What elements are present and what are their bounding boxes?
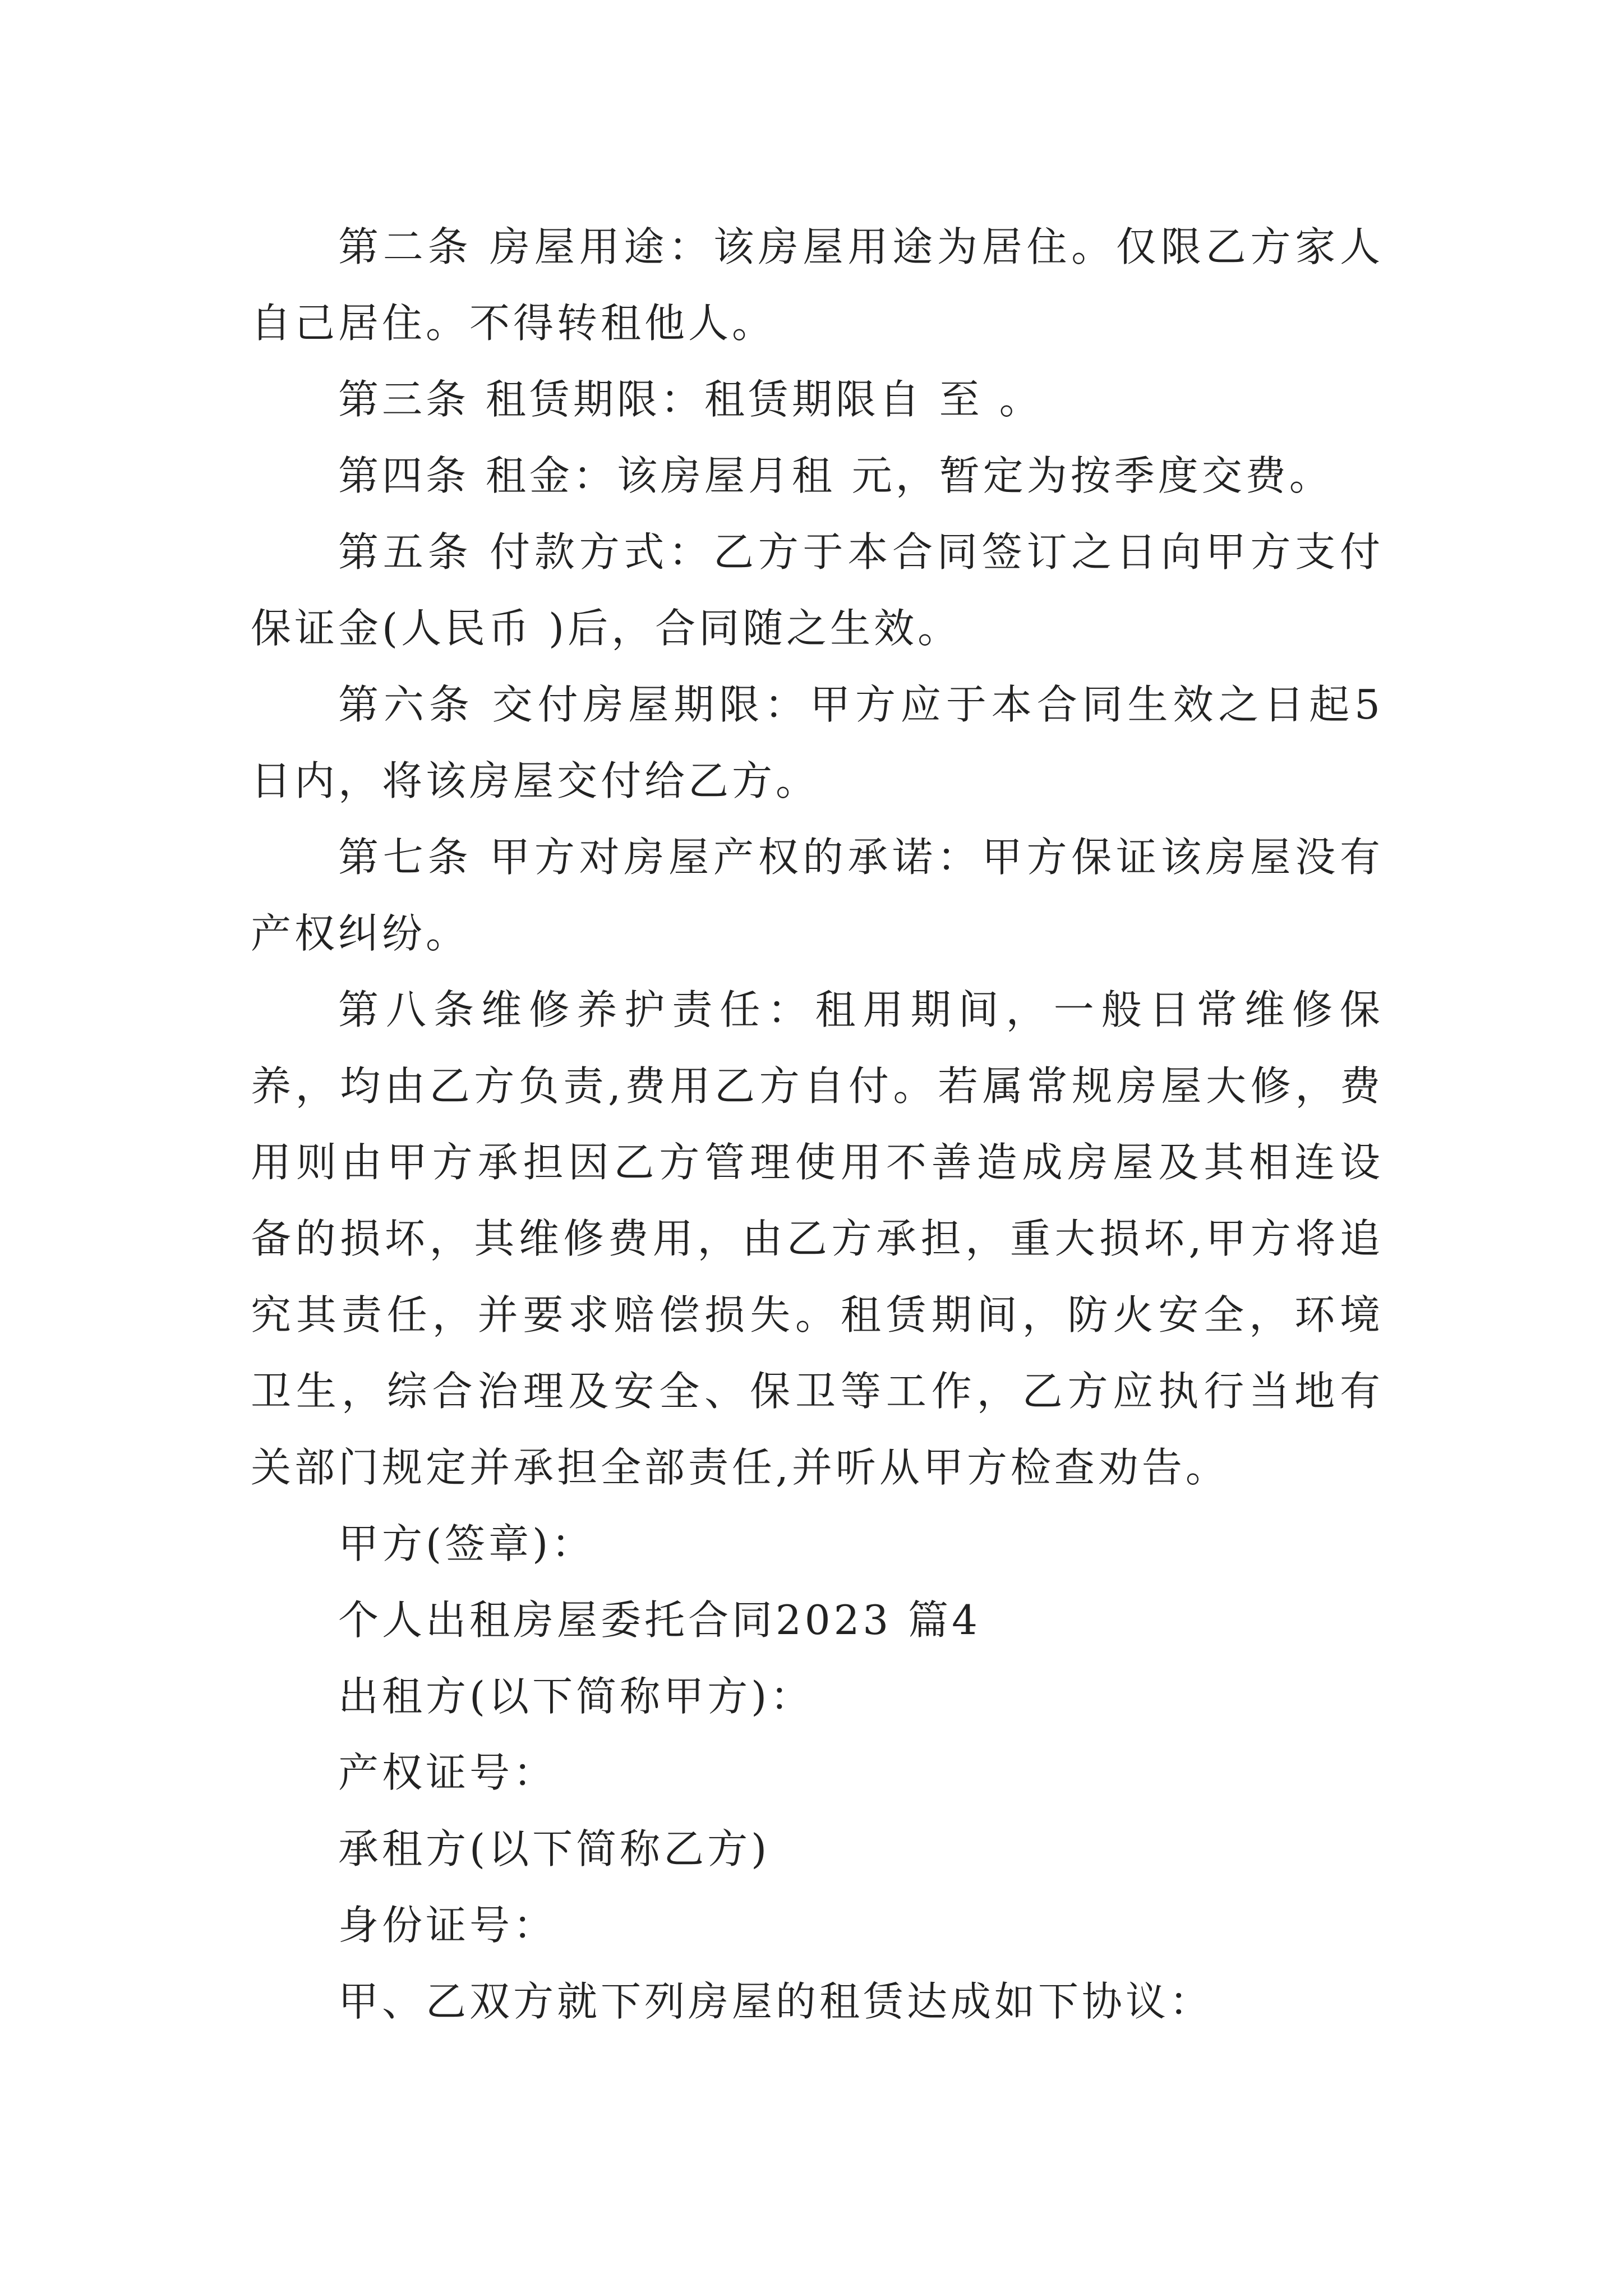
clause-8-maintenance: 第八条维修养护责任：租用期间，一般日常维修保养，均由乙方负责,费用乙方自付。若属常规房屋大修，费用则由甲方承担因乙方管理使用不善造成房屋及其相连设备的损坏，其维修费用，由乙方承担，重大损坏,甲方将追究其责任，并要求赔偿损失。租赁期间，防火安全，环境卫生，综合治理及安全、保卫等工作，乙方应执行当地有关部门规定并承担全部责任,并听从甲方检查劝告。 xyxy=(251,986,1384,1491)
id-number-line: 身份证号： xyxy=(338,1902,557,1949)
clause-6-delivery: 第六条 交付房屋期限：甲方应于本合同生效之日起5日内，将该房屋交付给乙方。 xyxy=(251,681,1384,804)
section-title: 个人出租房屋委托合同2023 篇4 xyxy=(338,1596,981,1644)
property-cert-line: 产权证号： xyxy=(338,1749,557,1796)
lessor-line: 出租方(以下简称甲方)： xyxy=(338,1673,814,1720)
lessee-line: 承租方(以下简称乙方) xyxy=(338,1825,771,1872)
clause-4-rent: 第四条 租金：该房屋月租 元，暂定为按季度交费。 xyxy=(338,452,1333,499)
clause-2-usage: 第二条 房屋用途：该房屋用途为居住。仅限乙方家人自己居住。不得转租他人。 xyxy=(251,223,1384,347)
document-body xyxy=(251,209,1384,2040)
party-a-signature: 甲方(签章)： xyxy=(338,1520,596,1567)
clause-3-term: 第三条 租赁期限：租赁期限自 至 。 xyxy=(338,376,1043,423)
clause-5-payment: 第五条 付款方式：乙方于本合同签订之日向甲方支付保证金(人民币 )后，合同随之生效。 xyxy=(251,528,1384,652)
clause-7-ownership: 第七条 甲方对房屋产权的承诺：甲方保证该房屋没有产权纠纷。 xyxy=(251,834,1384,957)
agreement-intro: 甲、乙双方就下列房屋的租赁达成如下协议： xyxy=(338,1978,1214,2025)
